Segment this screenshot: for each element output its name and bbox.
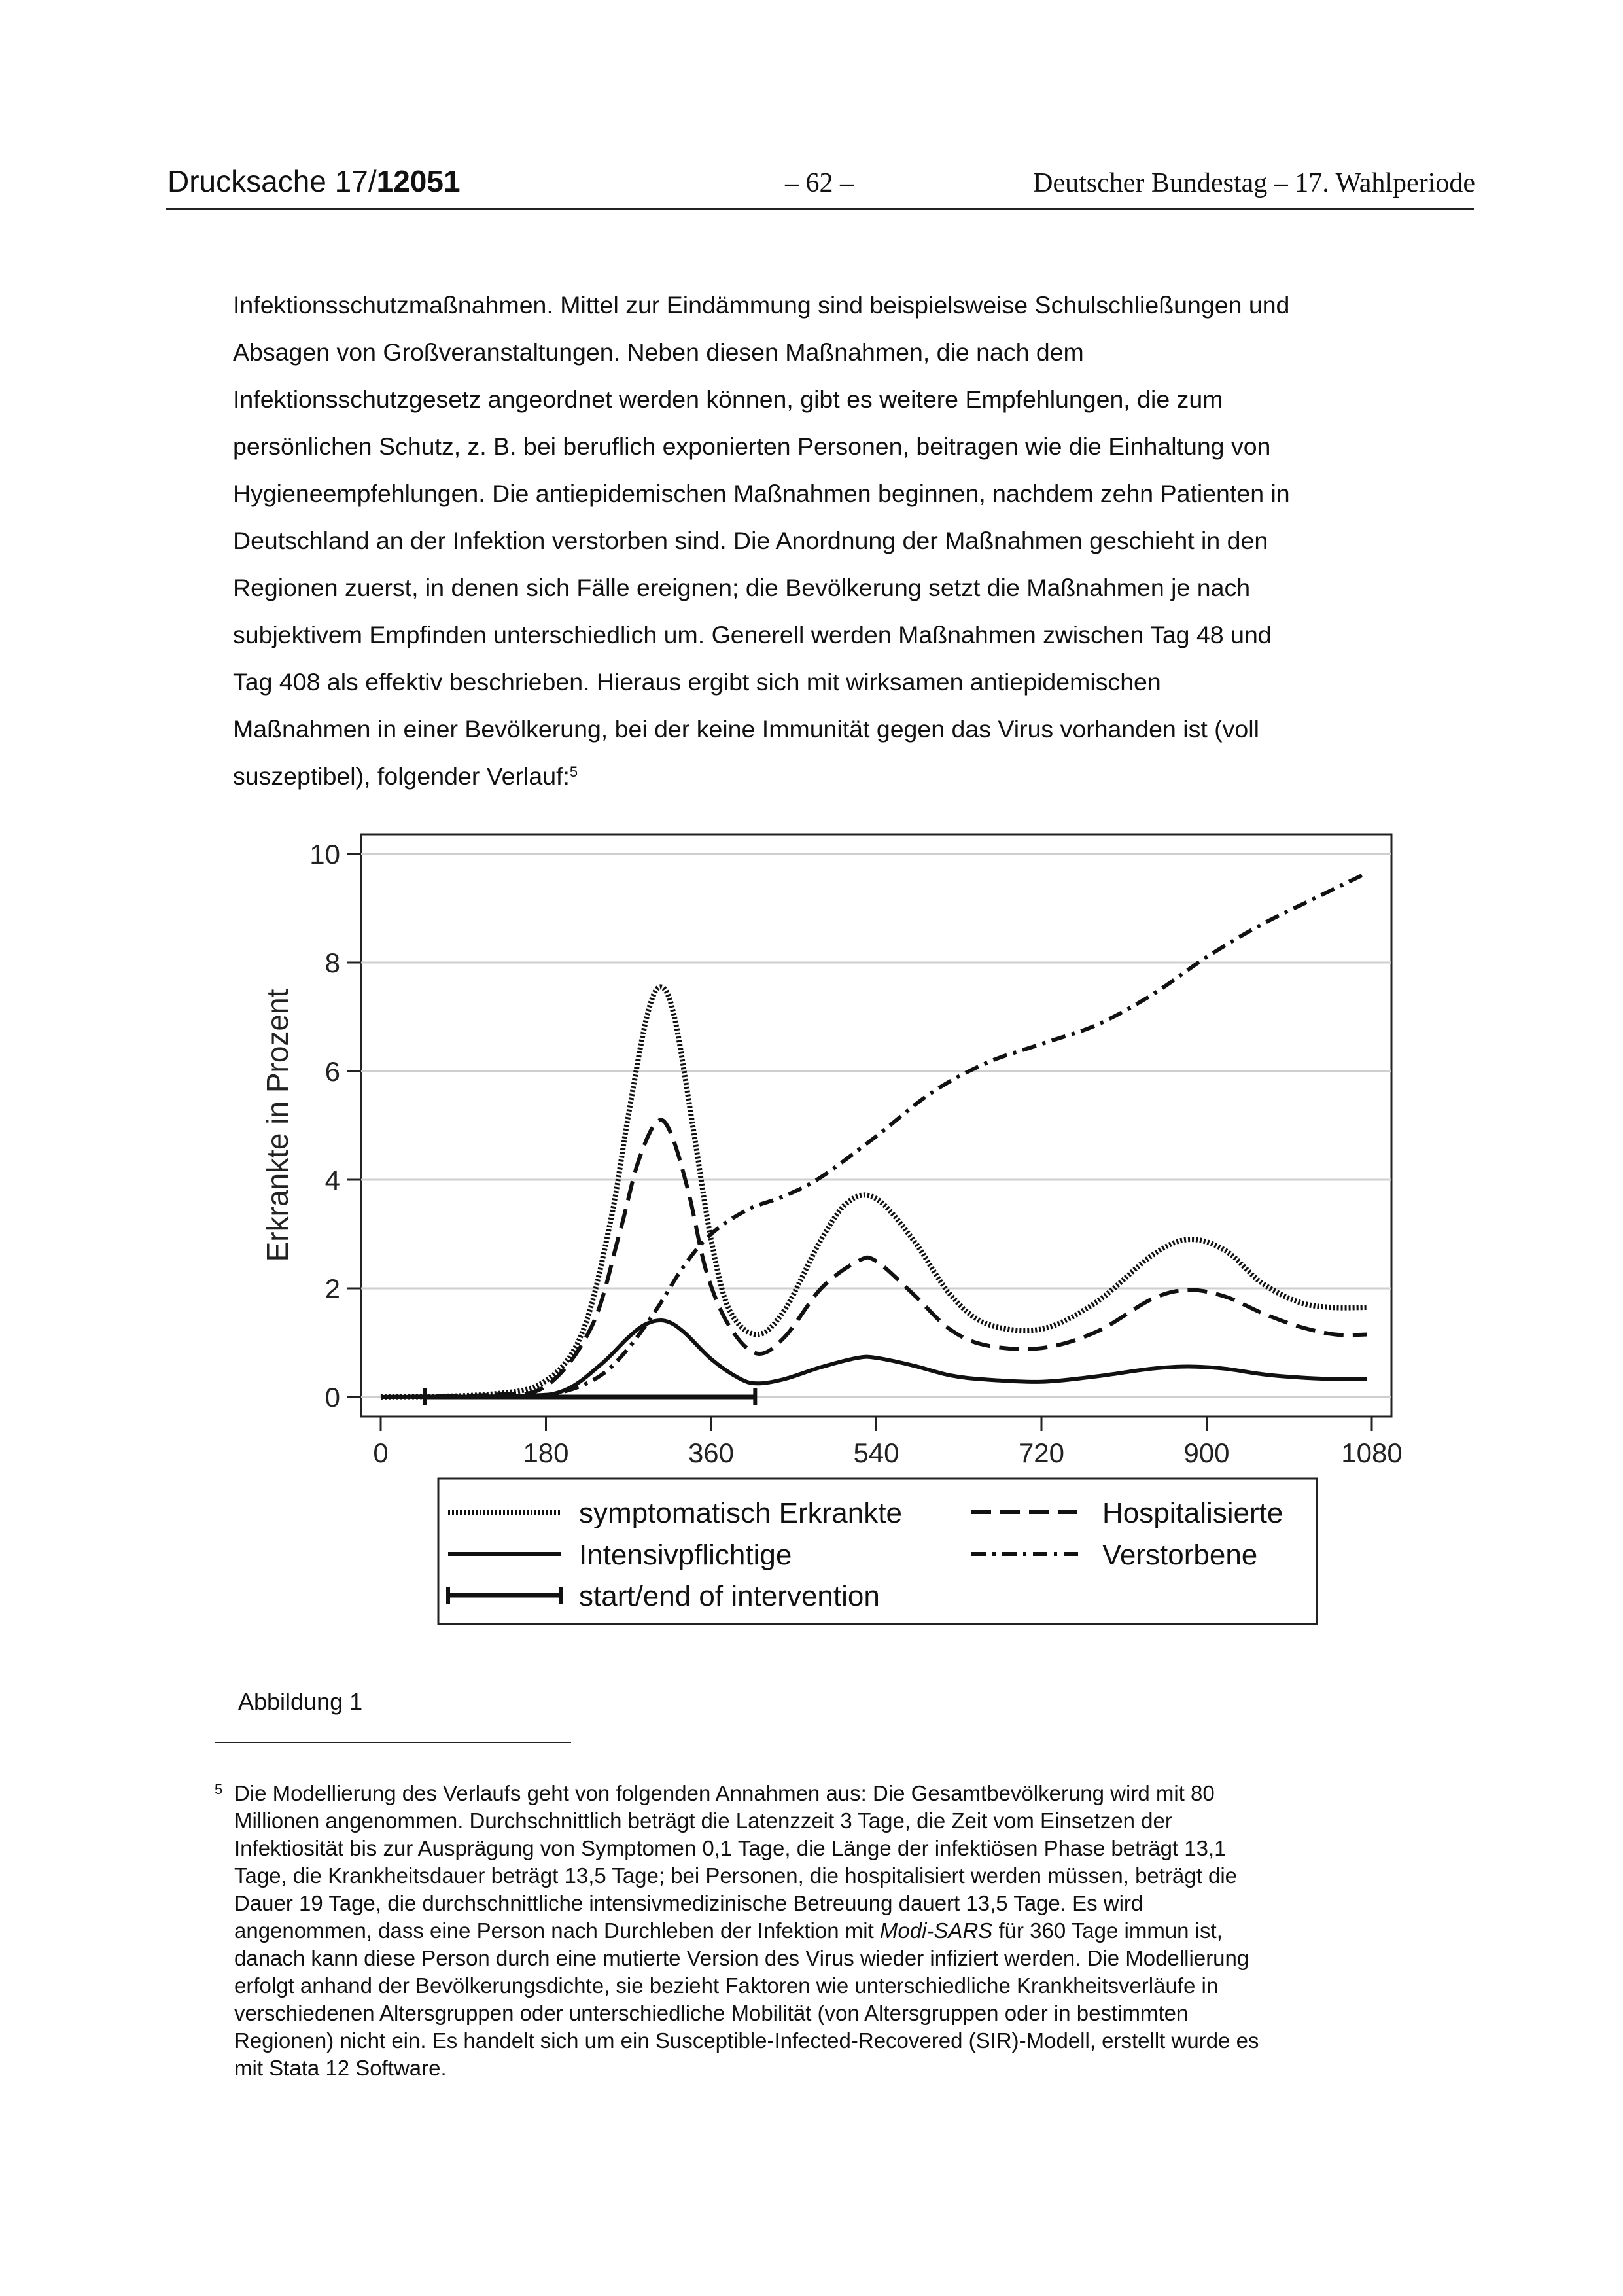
y-tick-label: 8 [324, 947, 340, 978]
x-tick-label: 0 [373, 1438, 389, 1468]
y-tick-label: 10 [309, 839, 340, 870]
footnote-line: erfolgt anhand der Bevölkerungsdichte, sie bezieht Faktoren wie unterschiedliche Krankheitsverläufe in [234, 1973, 1219, 1998]
publisher: Deutscher Bundestag – 17. Wahlperiode [1033, 168, 1475, 198]
body-line: Deutschland an der Infektion verstorben sind. Die Anordnung der Maßnahmen geschieht in den [233, 527, 1268, 554]
body-line: Absagen von Großveranstaltungen. Neben diesen Maßnahmen, die nach dem [233, 338, 1084, 366]
figure-caption: Abbildung 1 [238, 1688, 363, 1715]
footnote-line: danach kann diese Person durch eine mutierte Version des Virus wieder infiziert werden. Die Modellierung [234, 1946, 1249, 1970]
footnote-line: Tage, die Krankheitsdauer beträgt 13,5 Tage; bei Personen, die hospitalisiert werden müssen, beträgt die [234, 1863, 1238, 1888]
footnote-reference[interactable]: 5 [569, 764, 578, 780]
footnote-line: Die Modellierung des Verlaufs geht von folgenden Annahmen aus: Die Gesamtbevölkerung wird mit 80 [234, 1781, 1215, 1805]
body-line: persönlichen Schutz, z. B. bei beruflich exponierten Personen, beitragen wie die Einhaltung von [233, 433, 1271, 460]
footnote [215, 1780, 1457, 2082]
y-tick-label: 0 [324, 1382, 340, 1413]
x-tick-label: 540 [853, 1438, 899, 1468]
body-line: Infektionsschutzgesetz angeordnet werden können, gibt es weitere Empfehlungen, die zum [233, 385, 1223, 413]
body-line: subjektivem Empfinden unterschiedlich um. Generell werden Maßnahmen zwischen Tag 48 und [233, 621, 1272, 648]
footnote-text: für 360 Tage immun ist, [992, 1918, 1223, 1943]
y-tick-label: 6 [324, 1056, 340, 1087]
body-line: Hygieneempfehlungen. Die antiepidemischen Maßnahmen beginnen, nachdem zehn Patienten in [233, 480, 1290, 507]
legend-label: Hospitalisierte [1102, 1497, 1283, 1529]
x-tick-label: 180 [523, 1438, 569, 1468]
footnote-rule [215, 1742, 571, 1743]
x-tick-label: 360 [688, 1438, 735, 1468]
y-axis [309, 839, 361, 1413]
y-tick-label: 4 [324, 1165, 340, 1195]
legend-label: Verstorbene [1102, 1539, 1258, 1571]
doc-label: Drucksache 17/ [167, 164, 377, 198]
footnote-model-name: Modi-SARS [879, 1918, 993, 1943]
plot-area [361, 834, 1391, 1417]
legend-label: symptomatisch Erkrankte [579, 1497, 902, 1529]
document-number [167, 164, 461, 199]
y-axis-label: Erkrankte in Prozent [260, 989, 294, 1262]
body-line: Infektionsschutzmaßnahmen. Mittel zur Eindämmung sind beispielsweise Schulschließungen und [233, 291, 1290, 319]
legend-label: start/end of intervention [579, 1580, 880, 1612]
body-last-text: suszeptibel), folgender Verlauf: [233, 762, 570, 790]
footnote-line [215, 1917, 1457, 1945]
x-tick-label: 720 [1018, 1438, 1065, 1468]
x-axis [373, 1417, 1402, 1468]
body-line-last [233, 752, 1463, 800]
footnote-line: mit Stata 12 Software. [234, 2056, 447, 2080]
footnote-mark: 5 [215, 1781, 223, 1797]
x-tick-label: 900 [1183, 1438, 1230, 1468]
line-chart [249, 818, 1446, 1636]
footnote-line: Regionen) nicht ein. Es handelt sich um ein Susceptible-Infected-Recovered (SIR)-Modell, erstellt wurde es [234, 2028, 1259, 2053]
body-paragraph [233, 281, 1463, 800]
legend [438, 1479, 1317, 1624]
body-line: Regionen zuerst, in denen sich Fälle ereignen; die Bevölkerung setzt die Maßnahmen je nach [233, 574, 1251, 601]
header-rule [166, 208, 1474, 210]
footnote-text: angenommen, dass eine Person nach Durchleben der Infektion mit [234, 1918, 880, 1943]
footnote-line: Infektiosität bis zur Ausprägung von Symptomen 0,1 Tage, die Länge der infektiösen Phase beträgt 13,1 [234, 1836, 1227, 1860]
page-number: – 62 – [785, 168, 854, 198]
body-line: Tag 408 als effektiv beschrieben. Hieraus ergibt sich mit wirksamen antiepidemischen [233, 668, 1161, 696]
body-line: Maßnahmen in einer Bevölkerung, bei der keine Immunität gegen das Virus vorhanden ist (voll [233, 715, 1259, 743]
legend-label: Intensivpflichtige [579, 1539, 792, 1571]
footnote-line: Millionen angenommen. Durchschnittlich beträgt die Latenzzeit 3 Tage, die Zeit vom Einsetzen der [234, 1809, 1172, 1833]
footnote-line: Dauer 19 Tage, die durchschnittliche intensivmedizinische Betreuung dauert 13,5 Tage. Es wird [234, 1891, 1143, 1915]
doc-number: 12051 [376, 164, 461, 198]
y-tick-label: 2 [324, 1273, 340, 1304]
x-tick-label: 1080 [1341, 1438, 1403, 1468]
footnote-line: verschiedenen Altersgruppen oder unterschiedliche Mobilität (von Altersgruppen oder in bestimmten [234, 2001, 1189, 2025]
